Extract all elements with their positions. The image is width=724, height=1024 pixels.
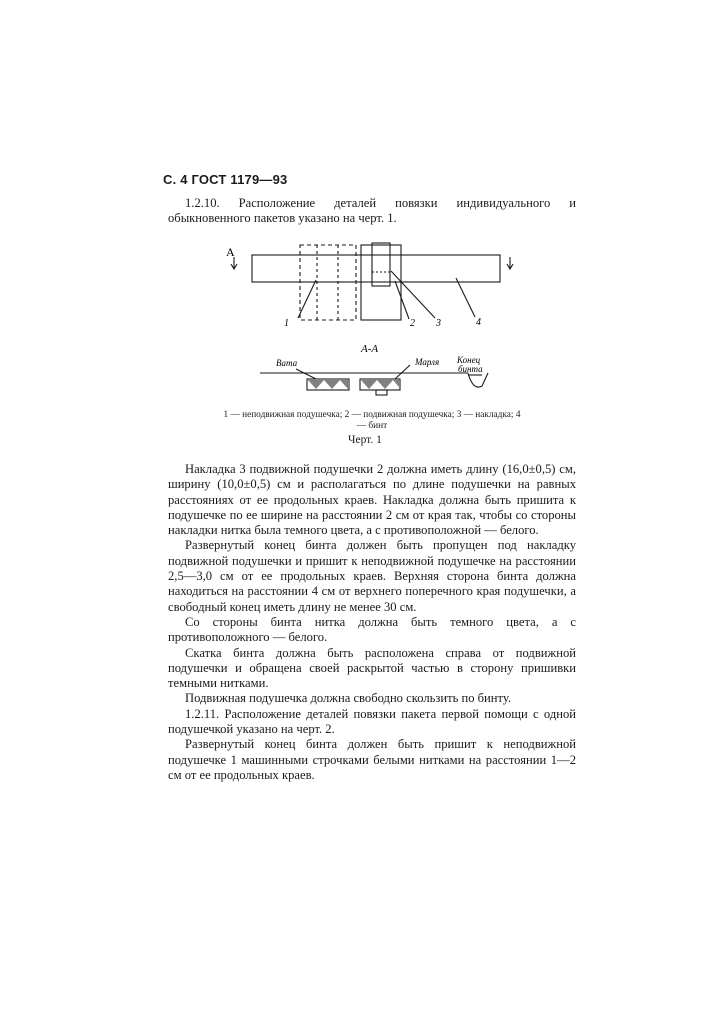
callout-4: 4 [476, 317, 481, 328]
label-bint-top: Конец [457, 355, 481, 365]
body-text [168, 462, 576, 783]
paragraph-text: 1.2.10. Расположение деталей повязки индивидуального и обыкновенного пакетов указано на черт. 1. [168, 196, 576, 226]
figure-1-drawing [220, 235, 520, 410]
paragraph: Развернутый конец бинта должен быть пришит к неподвижной подушечке 1 машинными строчками белыми нитками на расстоянии 1—2 см от ее продольных краев. [168, 737, 576, 782]
running-head: С. 4 ГОСТ 1179—93 [163, 172, 288, 187]
label-marlya: Марля [415, 357, 440, 367]
paragraph: Со стороны бинта нитка должна быть темного цвета, а с противоположного — белого. [168, 614, 576, 645]
section-mark: А [226, 245, 235, 259]
label-bint: бинта [458, 364, 483, 374]
figure-number: Черт. 1 [348, 434, 382, 446]
callout-1: 1 [284, 318, 289, 329]
paragraph-1-2-11: 1.2.11. Расположение деталей повязки пакета первой помощи с одной подушечкой указано на черт. 2. [168, 706, 576, 737]
paragraph: Скатка бинта должна быть расположена справа от подвижной подушечки и обращена своей раскрытой частью в сторону пришивки темными нитками. [168, 645, 576, 691]
callout-3: 3 [436, 318, 441, 329]
paragraph: Развернутый конец бинта должен быть пропущен под накладку подвижной подушечки и пришит к неподвижной подушечке на расстоянии 2,5—3,0 см от ее продольных краев. Верхняя сторона бинта должна находиться на расстоянии 4 см от верхнего поперечного края подушечки, а свободный конец иметь длину не менее 30 см. [168, 538, 576, 614]
paragraph: Подвижная подушечка должна свободно скользить по бинту. [185, 691, 512, 706]
figure-caption: 1 — неподвижная подушечка; 2 — подвижная подушечка; 3 — накладка; 4 — бинт [223, 410, 521, 431]
paragraph-1-2-10 [168, 196, 576, 227]
label-vata: Вата [276, 358, 298, 368]
callout-2: 2 [410, 318, 415, 329]
section-title: А-А [361, 343, 379, 355]
paragraph: Накладка 3 подвижной подушечки 2 должна иметь длину (16,0±0,5) см, ширину (10,0±0,5) см и располагаться по длине подушечки на равных расстояниях от ее продольных краев. Накладка должна быть пришита к подушечке по ее ширине на расстоянии 2 см от края так, чтобы со стороны накладки нитка была темного цвета, а с противоположной — белого. [168, 462, 576, 538]
